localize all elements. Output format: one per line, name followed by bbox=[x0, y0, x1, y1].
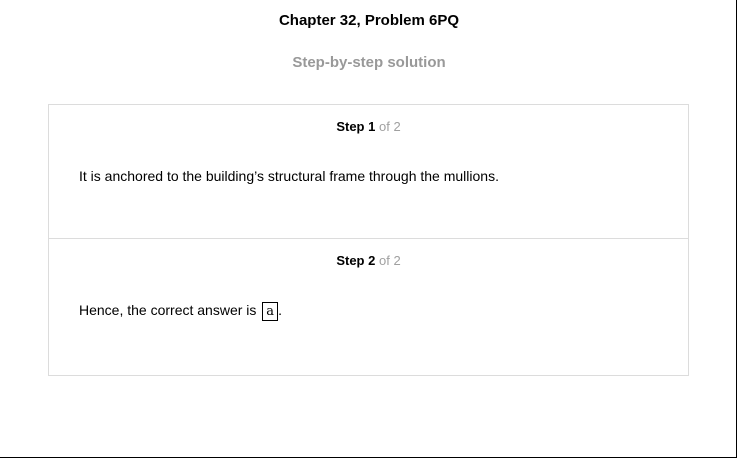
answer-box: a bbox=[262, 302, 278, 321]
step-number: 1 bbox=[368, 119, 376, 134]
step-card bbox=[49, 105, 688, 239]
step-card bbox=[49, 239, 688, 375]
steps-container bbox=[48, 104, 689, 376]
step-total: of 2 bbox=[378, 119, 401, 134]
step-number: 2 bbox=[368, 253, 376, 268]
step-text: It is anchored to the building’s structural frame through the mullions. bbox=[79, 168, 499, 184]
step-total: of 2 bbox=[378, 253, 401, 268]
answer-suffix: . bbox=[278, 302, 282, 319]
step-text: Hence, the correct answer is bbox=[79, 302, 257, 319]
step-header bbox=[49, 253, 688, 268]
step-text-container bbox=[79, 302, 282, 321]
solution-subtitle: Step-by-step solution bbox=[292, 54, 446, 71]
step-word: Step bbox=[336, 119, 365, 134]
step-word: Step bbox=[336, 253, 365, 268]
page-title: Chapter 32, Problem 6PQ bbox=[278, 12, 460, 29]
step-header bbox=[49, 119, 688, 134]
